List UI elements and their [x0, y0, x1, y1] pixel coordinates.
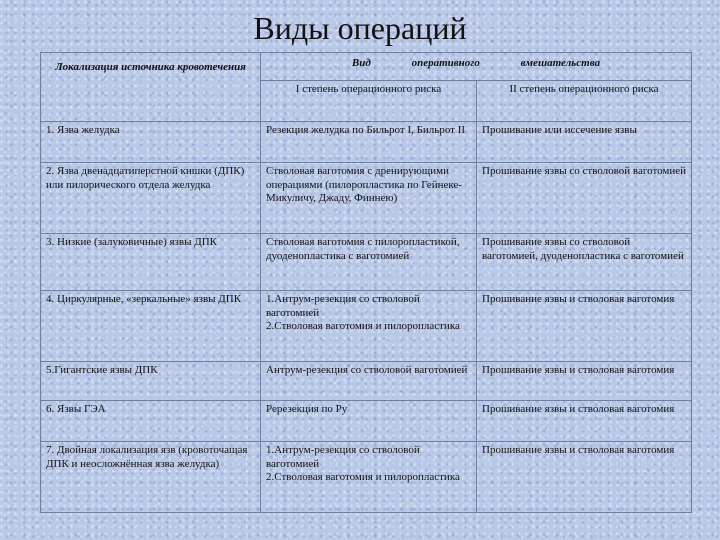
cell-risk-2: [477, 234, 692, 291]
table-row: [41, 234, 692, 291]
cell-text: 6. Язвы ГЭА: [46, 403, 106, 415]
cell-risk-1: [261, 362, 477, 401]
cell-risk-1: [261, 163, 477, 234]
cell-text: 4. Циркулярные, «зеркальные» язвы ДПК: [46, 293, 242, 305]
cell-risk-2: [477, 163, 692, 234]
cell-text: Стволовая ваготомия с пилоропластикой, дуоденопластика с ваготомией: [266, 236, 460, 262]
cell-risk-1: [261, 122, 477, 163]
cell-text: Прошивание язвы со стволовой ваготомией: [482, 165, 687, 177]
cell-text: Прошивание или иссечение язвы: [482, 124, 637, 136]
cell-localization: [41, 291, 261, 362]
header-word-1: Вид: [351, 57, 371, 69]
cell-text: Прошивание язвы со стволовой ваготомией, дуоденопластика с ваготомией: [482, 236, 684, 262]
header-localization-label: Локализация источника кровотечения: [55, 61, 246, 73]
cell-risk-2: [477, 291, 692, 362]
table-row: [41, 122, 692, 163]
cell-risk-2: [477, 122, 692, 163]
header-risk-2-label: II степень операционного риска: [509, 83, 659, 96]
cell-risk-2: [477, 362, 692, 401]
cell-risk-1: [261, 442, 477, 513]
cell-localization: [41, 234, 261, 291]
cell-text: 1. Язва желудка: [46, 124, 120, 136]
cell-text: Прошивание язвы и стволовая ваготомия: [482, 403, 675, 415]
cell-text: 7. Двойная локализация язв (кровоточащая ДПК и неосложнённая язва желудка): [46, 444, 248, 470]
cell-risk-1: [261, 401, 477, 442]
cell-text: 5.Гигантские язвы ДПК: [46, 364, 158, 376]
cell-text: 1.Антрум-резекция со стволовой ваготомией 2.Стволовая ваготомия и пилоропластика: [266, 444, 460, 483]
cell-text: Резекция желудка по Бильрот I, Бильрот II: [266, 124, 466, 136]
cell-text: Ререзекция по Ру: [266, 403, 348, 415]
cell-text: 1.Антрум-резекция со стволовой ваготомией 2.Стволовая ваготомия и пилоропластика: [266, 293, 460, 332]
cell-text: Прошивание язвы и стволовая ваготомия: [482, 444, 675, 456]
cell-localization: [41, 362, 261, 401]
header-operation-type: [261, 53, 692, 81]
cell-text: Прошивание язвы и стволовая ваготомия: [482, 293, 675, 305]
cell-risk-1: [261, 291, 477, 362]
cell-text: Стволовая ваготомия с дренирующими операциями (пилоропластика по Гейнеке-Микуличу, Джаду, Финнею): [266, 165, 462, 204]
cell-risk-2: [477, 442, 692, 513]
page-title: Виды операций: [253, 10, 467, 46]
cell-localization: [41, 401, 261, 442]
cell-localization: [41, 442, 261, 513]
cell-localization: [41, 163, 261, 234]
cell-text: Антрум-резекция со стволовой ваготомией: [266, 364, 468, 376]
cell-localization: [41, 122, 261, 163]
header-risk-1: [261, 81, 477, 122]
header-localization: [41, 53, 261, 122]
table-row: [41, 401, 692, 442]
cell-text: 2. Язва двенадцатиперстной кишки (ДПК) или пилорического отдела желудка: [46, 165, 245, 191]
table-header-row: [41, 53, 692, 81]
header-risk-1-label: I степень операционного риска: [295, 83, 442, 96]
header-word-2: оперативного: [411, 57, 480, 69]
table-row: [41, 442, 692, 513]
cell-risk-2: [477, 401, 692, 442]
table-row: [41, 291, 692, 362]
table-row: [41, 362, 692, 401]
operations-table: [40, 52, 692, 513]
cell-text: 3. Низкие (залуковичные) язвы ДПК: [46, 236, 218, 248]
table-row: [41, 163, 692, 234]
cell-risk-1: [261, 234, 477, 291]
header-word-3: вмешательства: [520, 57, 601, 69]
cell-text: Прошивание язвы и стволовая ваготомия: [482, 364, 675, 376]
header-risk-2: [477, 81, 692, 122]
